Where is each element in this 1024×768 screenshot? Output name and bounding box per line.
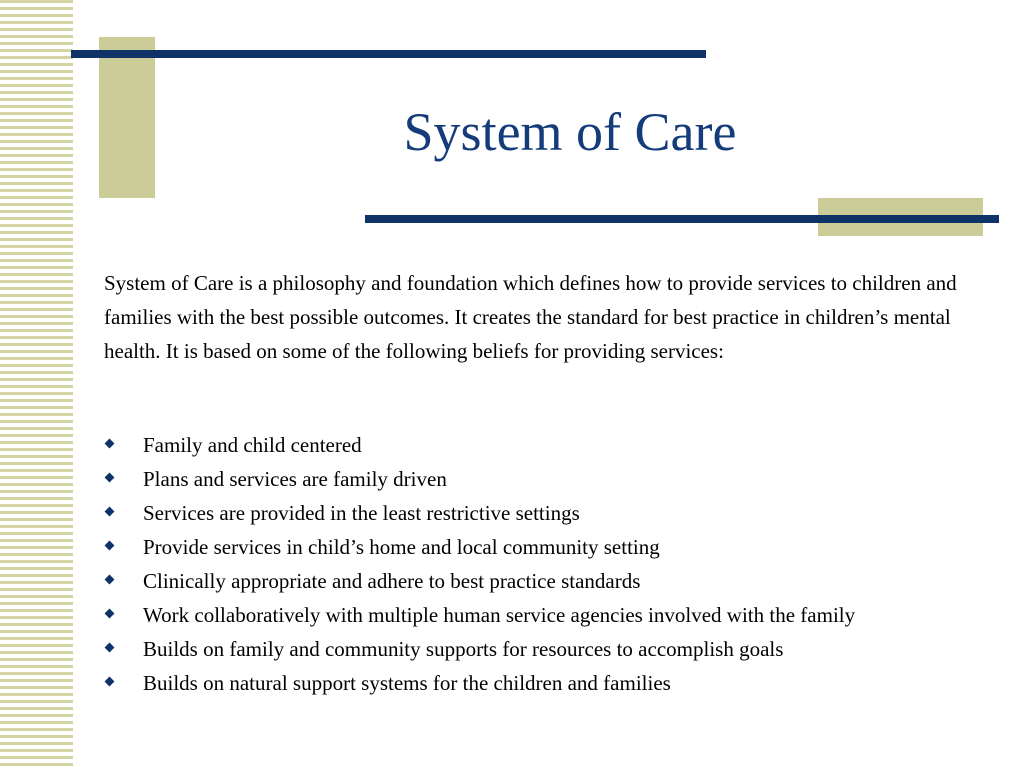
diamond-bullet-icon	[105, 643, 115, 653]
title-rule-bottom	[365, 215, 999, 223]
slide-title: System of Care	[403, 102, 737, 162]
list-item-text: Builds on family and community supports for resources to accomplish goals	[143, 637, 784, 661]
list-item	[104, 431, 964, 459]
diamond-bullet-icon	[105, 677, 115, 687]
list-item-text: Plans and services are family driven	[143, 467, 447, 491]
list-item-text: Builds on natural support systems for the children and families	[143, 671, 671, 695]
diamond-bullet-icon	[105, 439, 115, 449]
list-item	[104, 465, 964, 493]
diamond-bullet-icon	[105, 473, 115, 483]
diamond-bullet-icon	[105, 541, 115, 551]
left-stripe-decoration	[0, 0, 73, 768]
list-item-text: Provide services in child’s home and local community setting	[143, 535, 660, 559]
beliefs-list	[104, 431, 964, 703]
list-item	[104, 499, 964, 527]
list-item	[104, 635, 964, 663]
list-item-text: Clinically appropriate and adhere to best practice standards	[143, 569, 641, 593]
diamond-bullet-icon	[105, 507, 115, 517]
accent-block-left	[99, 37, 155, 198]
list-item-text: Work collaboratively with multiple human service agencies involved with the family	[143, 603, 856, 627]
diamond-bullet-icon	[105, 575, 115, 585]
list-item	[104, 567, 964, 595]
title-rule-top	[71, 50, 706, 58]
list-item	[104, 601, 964, 629]
list-item	[104, 669, 964, 697]
intro-paragraph: System of Care is a philosophy and foundation which defines how to provide services to children and families with the best possible outcomes. It creates the standard for best practice in children’s mental health. It is based on some of the following beliefs for providing services:	[104, 271, 957, 363]
list-item-text: Family and child centered	[143, 433, 362, 457]
list-item	[104, 533, 964, 561]
diamond-bullet-icon	[105, 609, 115, 619]
list-item-text: Services are provided in the least restrictive settings	[143, 501, 580, 525]
